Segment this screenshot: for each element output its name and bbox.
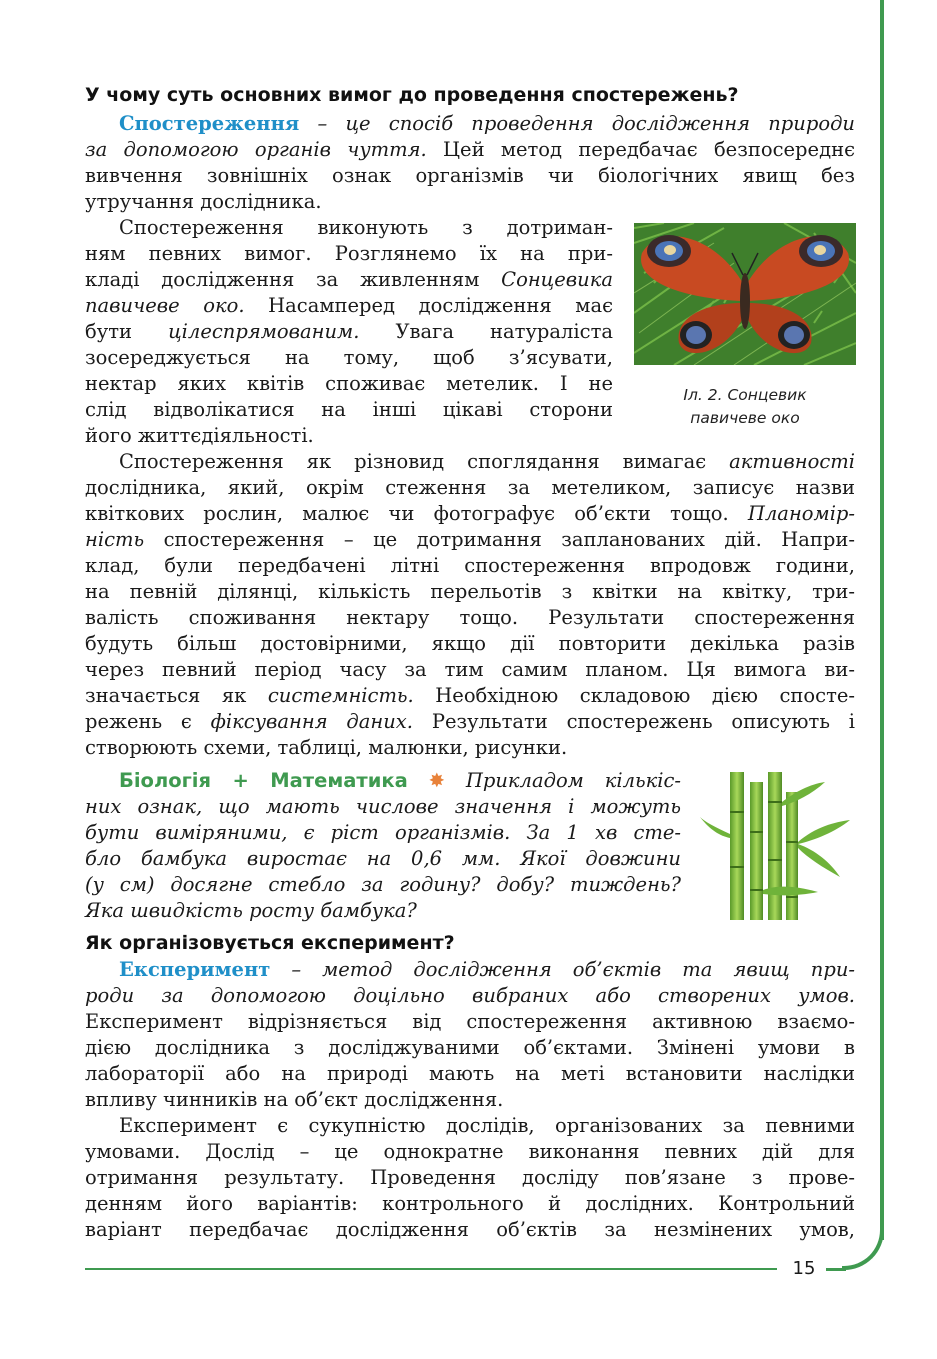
p2-line-2: ням певних вимог. Розглянемо їх на при- (85, 242, 613, 265)
page-footer-rule-end (826, 1268, 846, 1271)
p2-line-7: нектар яких квітів споживає метелик. І не (85, 372, 613, 395)
p1-line-3: вивчення зовнішніх ознак організмів чи біологічних явищ без (85, 164, 855, 187)
box-line-1: Біологія + Математика ✸ Прикладом кількіс- (119, 769, 682, 792)
p2-line-9: його життєдіяльності. (85, 424, 314, 447)
p3-line-4: ність спостереження – це дотримання запланованих дій. Напри- (85, 528, 855, 551)
p3-line-12: створюють схеми, таблиці, малюнки, рисунки. (85, 736, 568, 759)
page-footer-rule (85, 1268, 777, 1270)
butterfly-image (634, 223, 856, 365)
p4-line-6: впливу чинників на об’єкт дослідження. (85, 1088, 504, 1111)
caption-line-1: Іл. 2. Сонцевик (683, 386, 807, 404)
p5-line-2: умовами. Дослід – це однократне виконання певних дій для (85, 1140, 855, 1163)
p1-line-2: за допомогою органів чуття. Цей метод передбачає безпосереднє (85, 138, 855, 161)
term-observation: Спостереження (119, 112, 300, 135)
p3-line-1: Спостереження як різновид споглядання вимагає активності (119, 450, 855, 473)
box-line-3: бути виміряними, є ріст організмів. За 1 хв сте- (85, 821, 681, 844)
p3-line-6: на певній ділянці, кількість перельотів з квітки на квітку, три- (85, 580, 855, 603)
p4-line-3: Експеримент відрізняється від спостереження активною взаємо- (85, 1010, 855, 1033)
p3-line-2: дослідника, який, окрім стеження за метеликом, записує назви (85, 476, 855, 499)
p2-line-4: павичеве око. Насамперед дослідження має (85, 294, 613, 317)
p5-line-3: отримання результату. Проведення досліду пов’язане з прове- (85, 1166, 855, 1189)
p2-line-3: кладі дослідження за живленням Сонцевика (85, 268, 613, 291)
butterfly-photo (634, 223, 856, 365)
section-heading-observation: У чому суть основних вимог до проведення спостережень? (85, 84, 739, 106)
box-subject-label: Біологія + Математика (119, 769, 408, 792)
box-line-2: них ознак, що мають числове значення і можуть (85, 795, 681, 818)
bamboo-icon (700, 772, 852, 920)
page-frame-right (880, 0, 884, 1240)
p5-line-5: варіант передбачає дослідження об’єктів за незмінених умов, (85, 1218, 855, 1241)
p2-line-5: бути цілеспрямованим. Увага натураліста (85, 320, 613, 343)
p2-line-6: зосереджується на тому, щоб з’ясувати, (85, 346, 613, 369)
p5-line-4: денням його варіантів: контрольного й дослідних. Контрольний (85, 1192, 855, 1215)
asterisk-icon: ✸ (428, 769, 445, 792)
p3-line-7: валість споживання нектару тощо. Результати спостереження (85, 606, 855, 629)
p5-line-1: Експеримент є сукупністю дослідів, організованих за певними (119, 1114, 855, 1137)
term-experiment: Експеримент (119, 958, 271, 981)
p2-line-1: Спостереження виконують з дотриман- (119, 216, 613, 239)
page-number: 15 (792, 1258, 816, 1279)
butterfly-caption (634, 384, 856, 430)
p3-line-8: будуть більш достовірними, якщо дії повторити декілька разів (85, 632, 855, 655)
p4-line-5: лабораторії або на природі мають на меті встановити наслідки (85, 1062, 855, 1085)
bamboo-image (700, 772, 852, 920)
p3-line-5: клад, були передбачені літні спостереження впродовж години, (85, 554, 855, 577)
p2-line-8: слід відволікатися на інші цікаві сторони (85, 398, 613, 421)
box-line-6: Яка швидкість росту бамбука? (85, 899, 417, 922)
p4-line-2: роди за допомогою доцільно вибраних або створених умов. (85, 984, 855, 1007)
p4-line-4: дією дослідника з досліджуваними об’єктами. Змінені умови в (85, 1036, 855, 1059)
box-line-5: (у см) досягне стебло за годину? добу? тиждень? (85, 873, 681, 896)
p3-line-10: значається як системність. Необхідною складовою дією спосте- (85, 684, 855, 707)
section-heading-experiment: Як організовується експеримент? (85, 932, 455, 954)
caption-line-2: павичеве око (690, 409, 800, 427)
p3-line-11: режень є фіксування даних. Результати спостережень описують і (85, 710, 855, 733)
p3-line-3: квіткових рослин, малює чи фотографує об’єкти тощо. Планомір- (85, 502, 855, 525)
p1-line-1: Спостереження – це спосіб проведення дослідження природи (119, 112, 855, 135)
p1-line-4: утручання дослідника. (85, 190, 322, 213)
p3-line-9: через певний період часу за тим самим планом. Ця вимога ви- (85, 658, 855, 681)
box-line-4: бло бамбука виростає на 0,6 мм. Якої довжини (85, 847, 681, 870)
p4-line-1: Експеримент – метод дослідження об’єктів та явищ при- (119, 958, 855, 981)
